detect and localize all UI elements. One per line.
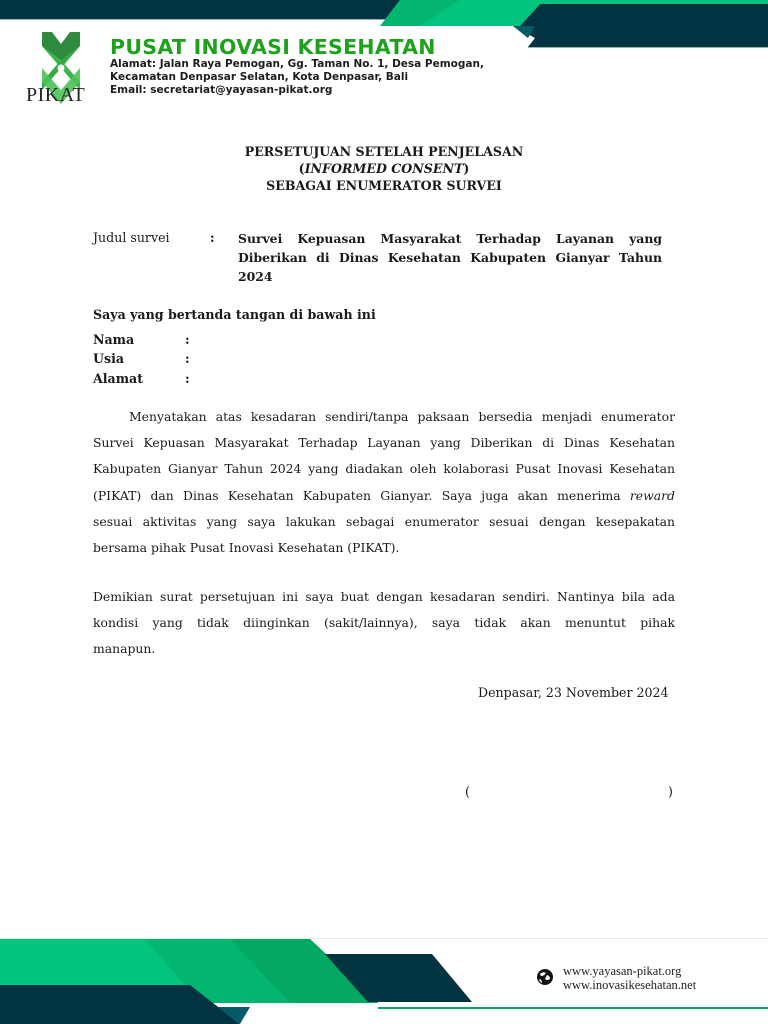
informed-consent-text: INFORMED CONSENT (304, 161, 464, 176)
survey-title-value: Survei Kepuasan Masyarakat Terhadap Layanan yang Diberikan di Dinas Kesehatan Kabupaten Gianyar Tahun 2024 (238, 231, 662, 284)
field-colon-alamat: : (185, 371, 190, 386)
signature-paren-open: ( (465, 784, 470, 799)
paragraph-line (93, 483, 675, 509)
field-colon-nama: : (185, 332, 190, 347)
field-value-nama[interactable] (200, 332, 600, 348)
signer-intro: Saya yang bertanda tangan di bawah ini (93, 307, 376, 322)
paragraph-line: Demikian surat persetujuan ini saya buat dengan kesadaran sendiri. Nantinya bila ada (93, 589, 675, 604)
field-label-alamat: Alamat (93, 371, 144, 386)
organization-name: PUSAT INOVASI KESEHATAN (110, 35, 436, 59)
paragraph-line: kondisi yang tidak diinginkan (sakit/lainnya), saya tidak akan menuntut pihak (93, 615, 675, 631)
paragraph-line: bersama pihak Pusat Inovasi Kesehatan (PIKAT). (93, 540, 400, 556)
paragraph-line: Survei Kepuasan Masyarakat Terhadap Layanan yang Diberikan di Dinas Kesehatan (93, 435, 675, 451)
field-label-usia: Usia (93, 351, 125, 366)
paragraph-line: manapun. (93, 641, 156, 657)
paragraph-line: sesuai aktivitas yang saya lakukan sebagai enumerator sesuai dengan kesepakatan (93, 513, 675, 529)
logo-wordmark: PIKAT (26, 84, 86, 106)
document-title-line-1: PERSETUJUAN SETELAH PENJELASAN (244, 144, 524, 159)
field-value-alamat[interactable] (200, 371, 600, 387)
signature-paren-close: ) (668, 784, 673, 799)
footer-links (563, 964, 696, 992)
signature-name-field[interactable] (480, 784, 665, 800)
field-value-usia[interactable] (200, 351, 600, 367)
field-label-nama: Nama (93, 332, 135, 347)
footer-link-inovasi[interactable]: www.inovasikesehatan.net (563, 978, 697, 992)
paragraph-text: (PIKAT) dan Dinas Kesehatan Kabupaten Gianyar. Saya juga akan menerima (93, 487, 621, 503)
document-title-line-3: SEBAGAI ENUMERATOR SURVEI (266, 178, 502, 193)
globe-icon (536, 968, 554, 986)
email-line: Email: secretariat@yayasan-pikat.org (110, 84, 333, 96)
place-date: Denpasar, 23 November 2024 (478, 685, 669, 700)
document-title-line-2 (0, 161, 768, 176)
reward-italic: reward (629, 487, 675, 503)
closing-paragraph (93, 584, 675, 663)
survey-title-label: Judul survei (93, 230, 170, 245)
paren-close: ) (463, 161, 470, 176)
field-colon-usia: : (185, 351, 190, 366)
address-line-2: Kecamatan Denpasar Selatan, Kota Denpasar, Bali (110, 71, 409, 83)
statement-paragraph (93, 404, 675, 561)
paren-open: ( (298, 161, 305, 176)
survey-title-colon: : (210, 230, 215, 245)
paragraph-line: Kabupaten Gianyar Tahun 2024 yang diadakan oleh kolaborasi Pusat Inovasi Kesehatan (93, 461, 675, 477)
address-line-1: Alamat: Jalan Raya Pemogan, Gg. Taman No. 1, Desa Pemogan, (110, 58, 484, 70)
paragraph-line: Menyatakan atas kesadaran sendiri/tanpa paksaan bersedia menjadi enumerator (129, 409, 675, 424)
footer-link-yayasan[interactable]: www.yayasan-pikat.org (563, 964, 682, 978)
